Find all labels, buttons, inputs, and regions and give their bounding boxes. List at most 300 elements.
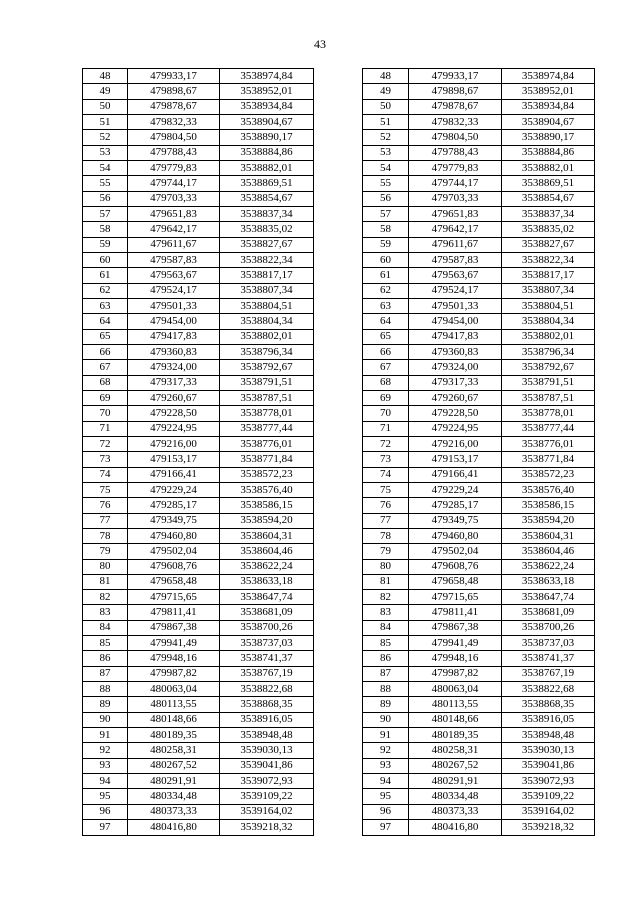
y-coordinate-cell: 3538822,34 [220,252,314,267]
table-row [83,528,314,543]
point-number-cell: 49 [83,84,128,99]
x-coordinate-cell: 479933,17 [128,69,220,84]
table-row [83,283,314,298]
y-coordinate-cell: 3538882,01 [502,160,595,175]
point-number-cell: 59 [83,237,128,252]
y-coordinate-cell: 3538792,67 [502,360,595,375]
x-coordinate-cell: 479608,76 [128,559,220,574]
table-row [83,498,314,513]
table-row [363,498,595,513]
point-number-cell: 76 [363,498,409,513]
x-coordinate-cell: 479779,83 [128,160,220,175]
table-row [363,421,595,436]
coordinate-table-left [82,68,314,836]
x-coordinate-cell: 479502,04 [128,544,220,559]
y-coordinate-cell: 3539109,22 [220,789,314,804]
y-coordinate-cell: 3538822,68 [220,682,314,697]
x-coordinate-cell: 479501,33 [409,298,502,313]
y-coordinate-cell: 3538604,46 [502,544,595,559]
point-number-cell: 84 [363,620,409,635]
point-number-cell: 71 [83,421,128,436]
table-row [83,789,314,804]
y-coordinate-cell: 3538822,68 [502,682,595,697]
y-coordinate-cell: 3538604,31 [502,528,595,543]
table-row [83,743,314,758]
point-number-cell: 63 [363,298,409,313]
y-coordinate-cell: 3538576,40 [502,482,595,497]
table-row [363,298,595,313]
x-coordinate-cell: 479788,43 [128,145,220,160]
x-coordinate-cell: 480113,55 [409,697,502,712]
table-row [363,222,595,237]
y-coordinate-cell: 3538622,24 [220,559,314,574]
point-number-cell: 54 [363,160,409,175]
point-number-cell: 72 [83,436,128,451]
y-coordinate-cell: 3538586,15 [502,498,595,513]
x-coordinate-cell: 479324,00 [128,360,220,375]
y-coordinate-cell: 3538884,86 [502,145,595,160]
y-coordinate-cell: 3538934,84 [220,99,314,114]
y-coordinate-cell: 3538804,34 [502,314,595,329]
table-row [363,130,595,145]
x-coordinate-cell: 479832,33 [128,114,220,129]
y-coordinate-cell: 3538576,40 [220,482,314,497]
y-coordinate-cell: 3538792,67 [220,360,314,375]
point-number-cell: 81 [363,574,409,589]
y-coordinate-cell: 3538777,44 [502,421,595,436]
y-coordinate-cell: 3538837,34 [502,206,595,221]
y-coordinate-cell: 3538916,05 [502,712,595,727]
x-coordinate-cell: 479228,50 [409,406,502,421]
table-row [83,222,314,237]
x-coordinate-cell: 479460,80 [128,528,220,543]
y-coordinate-cell: 3538741,37 [220,651,314,666]
point-number-cell: 79 [83,544,128,559]
table-row [363,697,595,712]
y-coordinate-cell: 3538854,67 [220,191,314,206]
x-coordinate-cell: 479417,83 [409,329,502,344]
x-coordinate-cell: 479260,67 [128,390,220,405]
x-coordinate-cell: 480148,66 [128,712,220,727]
x-coordinate-cell: 479228,50 [128,406,220,421]
table-row [363,804,595,819]
x-coordinate-cell: 479651,83 [409,206,502,221]
x-coordinate-cell: 479867,38 [409,620,502,635]
point-number-cell: 97 [363,820,409,836]
table-row [363,544,595,559]
point-number-cell: 53 [83,145,128,160]
x-coordinate-cell: 479779,83 [409,160,502,175]
table-row [363,651,595,666]
table-row [83,99,314,114]
x-coordinate-cell: 479948,16 [409,651,502,666]
table-gap [314,68,362,836]
y-coordinate-cell: 3538890,17 [502,130,595,145]
y-coordinate-cell: 3538804,34 [220,314,314,329]
x-coordinate-cell: 479832,33 [409,114,502,129]
table-row [83,590,314,605]
point-number-cell: 78 [83,528,128,543]
point-number-cell: 65 [83,329,128,344]
y-coordinate-cell: 3538737,03 [220,636,314,651]
y-coordinate-cell: 3538974,84 [220,69,314,84]
point-number-cell: 60 [83,252,128,267]
x-coordinate-cell: 479608,76 [409,559,502,574]
table-row [83,69,314,84]
y-coordinate-cell: 3539041,86 [502,758,595,773]
x-coordinate-cell: 479611,67 [409,237,502,252]
y-coordinate-cell: 3538804,51 [502,298,595,313]
x-coordinate-cell: 479651,83 [128,206,220,221]
table-row [83,314,314,329]
x-coordinate-cell: 479224,95 [128,421,220,436]
x-coordinate-cell: 479788,43 [409,145,502,160]
table-row [363,436,595,451]
table-row [363,406,595,421]
point-number-cell: 87 [83,666,128,681]
point-number-cell: 86 [83,651,128,666]
table-row [363,789,595,804]
point-number-cell: 66 [83,344,128,359]
table-row [363,467,595,482]
table-row [83,728,314,743]
point-number-cell: 69 [83,390,128,405]
point-number-cell: 48 [363,69,409,84]
table-row [363,605,595,620]
y-coordinate-cell: 3538817,17 [502,268,595,283]
x-coordinate-cell: 479987,82 [409,666,502,681]
point-number-cell: 68 [363,375,409,390]
point-number-cell: 81 [83,574,128,589]
x-coordinate-cell: 480291,91 [128,774,220,789]
y-coordinate-cell: 3538633,18 [220,574,314,589]
point-number-cell: 85 [363,636,409,651]
x-coordinate-cell: 479744,17 [128,176,220,191]
point-number-cell: 70 [363,406,409,421]
y-coordinate-cell: 3538778,01 [502,406,595,421]
table-row [363,774,595,789]
page-number: 43 [314,37,326,51]
y-coordinate-cell: 3538884,86 [220,145,314,160]
x-coordinate-cell: 479360,83 [409,344,502,359]
y-coordinate-cell: 3538633,18 [502,574,595,589]
y-coordinate-cell: 3538822,34 [502,252,595,267]
point-number-cell: 89 [83,697,128,712]
y-coordinate-cell: 3538807,34 [220,283,314,298]
table-row [83,758,314,773]
table-row [363,344,595,359]
x-coordinate-cell: 479715,65 [128,590,220,605]
point-number-cell: 88 [83,682,128,697]
y-coordinate-cell: 3538904,67 [220,114,314,129]
table-row [363,728,595,743]
point-number-cell: 91 [363,728,409,743]
table-row [83,574,314,589]
y-coordinate-cell: 3539072,93 [502,774,595,789]
y-coordinate-cell: 3538767,19 [502,666,595,681]
table-row [83,375,314,390]
table-row [83,513,314,528]
table-row [363,114,595,129]
y-coordinate-cell: 3538948,48 [502,728,595,743]
x-coordinate-cell: 479878,67 [409,99,502,114]
y-coordinate-cell: 3538622,24 [502,559,595,574]
y-coordinate-cell: 3538827,67 [220,237,314,252]
table-row [363,482,595,497]
x-coordinate-cell: 479166,41 [409,467,502,482]
x-coordinate-cell: 479216,00 [409,436,502,451]
x-coordinate-cell: 480189,35 [409,728,502,743]
table-row [83,421,314,436]
point-number-cell: 93 [83,758,128,773]
point-number-cell: 95 [83,789,128,804]
table-row [83,666,314,681]
y-coordinate-cell: 3538700,26 [502,620,595,635]
x-coordinate-cell: 479867,38 [128,620,220,635]
x-coordinate-cell: 479524,17 [128,283,220,298]
point-number-cell: 65 [363,329,409,344]
point-number-cell: 64 [83,314,128,329]
x-coordinate-cell: 480416,80 [128,820,220,836]
x-coordinate-cell: 479941,49 [409,636,502,651]
point-number-cell: 60 [363,252,409,267]
y-coordinate-cell: 3538802,01 [502,329,595,344]
x-coordinate-cell: 480189,35 [128,728,220,743]
table-row [363,513,595,528]
y-coordinate-cell: 3539041,86 [220,758,314,773]
point-number-cell: 92 [363,743,409,758]
y-coordinate-cell: 3538869,51 [502,176,595,191]
point-number-cell: 76 [83,498,128,513]
x-coordinate-cell: 479948,16 [128,651,220,666]
x-coordinate-cell: 479898,67 [128,84,220,99]
y-coordinate-cell: 3539030,13 [220,743,314,758]
x-coordinate-cell: 479324,00 [409,360,502,375]
table-row [363,712,595,727]
x-coordinate-cell: 480334,48 [409,789,502,804]
point-number-cell: 90 [363,712,409,727]
y-coordinate-cell: 3538681,09 [502,605,595,620]
point-number-cell: 83 [83,605,128,620]
y-coordinate-cell: 3538791,51 [502,375,595,390]
point-number-cell: 94 [363,774,409,789]
table-row [83,360,314,375]
y-coordinate-cell: 3538868,35 [502,697,595,712]
table-row [83,436,314,451]
y-coordinate-cell: 3538737,03 [502,636,595,651]
table-row [83,268,314,283]
y-coordinate-cell: 3539072,93 [220,774,314,789]
y-coordinate-cell: 3538572,23 [502,467,595,482]
table-row [83,467,314,482]
table-row [363,820,595,836]
x-coordinate-cell: 480267,52 [409,758,502,773]
y-coordinate-cell: 3538952,01 [502,84,595,99]
x-coordinate-cell: 479811,41 [128,605,220,620]
x-coordinate-cell: 479216,00 [128,436,220,451]
point-number-cell: 78 [363,528,409,543]
table-row [363,666,595,681]
point-number-cell: 59 [363,237,409,252]
table-row [363,206,595,221]
point-number-cell: 67 [83,360,128,375]
table-row [363,252,595,267]
point-number-cell: 82 [363,590,409,605]
table-row [83,636,314,651]
x-coordinate-cell: 479563,67 [128,268,220,283]
point-number-cell: 71 [363,421,409,436]
point-number-cell: 62 [83,283,128,298]
y-coordinate-cell: 3538572,23 [220,467,314,482]
x-coordinate-cell: 479898,67 [409,84,502,99]
x-coordinate-cell: 480148,66 [409,712,502,727]
point-number-cell: 88 [363,682,409,697]
point-number-cell: 56 [363,191,409,206]
table-row [363,176,595,191]
table-row [363,69,595,84]
table-row [83,620,314,635]
point-number-cell: 53 [363,145,409,160]
point-number-cell: 96 [363,804,409,819]
x-coordinate-cell: 479587,83 [128,252,220,267]
point-number-cell: 95 [363,789,409,804]
table-row [83,559,314,574]
table-row [363,590,595,605]
table-row [363,390,595,405]
table-row [83,130,314,145]
x-coordinate-cell: 480113,55 [128,697,220,712]
x-coordinate-cell: 479153,17 [128,452,220,467]
x-coordinate-cell: 479715,65 [409,590,502,605]
table-row [83,774,314,789]
y-coordinate-cell: 3538594,20 [502,513,595,528]
table-row [83,176,314,191]
x-coordinate-cell: 479317,33 [409,375,502,390]
point-number-cell: 58 [83,222,128,237]
x-coordinate-cell: 479260,67 [409,390,502,405]
point-number-cell: 75 [363,482,409,497]
point-number-cell: 82 [83,590,128,605]
table-row [363,191,595,206]
point-number-cell: 80 [83,559,128,574]
point-number-cell: 91 [83,728,128,743]
x-coordinate-cell: 479941,49 [128,636,220,651]
y-coordinate-cell: 3538948,48 [220,728,314,743]
y-coordinate-cell: 3538827,67 [502,237,595,252]
y-coordinate-cell: 3538854,67 [502,191,595,206]
x-coordinate-cell: 479933,17 [409,69,502,84]
y-coordinate-cell: 3538681,09 [220,605,314,620]
point-number-cell: 52 [83,130,128,145]
table-row [363,620,595,635]
table-row [363,283,595,298]
point-number-cell: 77 [363,513,409,528]
table-row [363,237,595,252]
table-row [363,268,595,283]
y-coordinate-cell: 3538776,01 [502,436,595,451]
point-number-cell: 72 [363,436,409,451]
table-row [363,314,595,329]
table-row [83,820,314,836]
table-row [83,697,314,712]
table-row [83,605,314,620]
x-coordinate-cell: 479744,17 [409,176,502,191]
point-number-cell: 50 [83,99,128,114]
table-row [363,84,595,99]
point-number-cell: 87 [363,666,409,681]
y-coordinate-cell: 3538974,84 [502,69,595,84]
x-coordinate-cell: 479224,95 [409,421,502,436]
y-coordinate-cell: 3538787,51 [220,390,314,405]
point-number-cell: 80 [363,559,409,574]
y-coordinate-cell: 3538890,17 [220,130,314,145]
point-number-cell: 74 [363,467,409,482]
point-number-cell: 61 [83,268,128,283]
table-row [83,344,314,359]
x-coordinate-cell: 480373,33 [128,804,220,819]
x-coordinate-cell: 479166,41 [128,467,220,482]
y-coordinate-cell: 3538778,01 [220,406,314,421]
point-number-cell: 57 [83,206,128,221]
point-number-cell: 79 [363,544,409,559]
table-row [363,145,595,160]
point-number-cell: 70 [83,406,128,421]
table-row [83,252,314,267]
table-row [363,452,595,467]
x-coordinate-cell: 480258,31 [409,743,502,758]
coordinate-tables [82,68,593,836]
x-coordinate-cell: 480416,80 [409,820,502,836]
x-coordinate-cell: 479804,50 [128,130,220,145]
x-coordinate-cell: 479153,17 [409,452,502,467]
y-coordinate-cell: 3539164,02 [220,804,314,819]
x-coordinate-cell: 479811,41 [409,605,502,620]
x-coordinate-cell: 479658,48 [128,574,220,589]
y-coordinate-cell: 3538787,51 [502,390,595,405]
y-coordinate-cell: 3539218,32 [220,820,314,836]
y-coordinate-cell: 3538777,44 [220,421,314,436]
table-row [363,758,595,773]
x-coordinate-cell: 480373,33 [409,804,502,819]
x-coordinate-cell: 479987,82 [128,666,220,681]
point-number-cell: 86 [363,651,409,666]
point-number-cell: 89 [363,697,409,712]
point-number-cell: 63 [83,298,128,313]
x-coordinate-cell: 479524,17 [409,283,502,298]
table-row [83,206,314,221]
point-number-cell: 93 [363,758,409,773]
table-row [83,329,314,344]
point-number-cell: 54 [83,160,128,175]
x-coordinate-cell: 479804,50 [409,130,502,145]
table-row [83,406,314,421]
point-number-cell: 64 [363,314,409,329]
y-coordinate-cell: 3538796,34 [502,344,595,359]
x-coordinate-cell: 479229,24 [409,482,502,497]
y-coordinate-cell: 3538771,84 [502,452,595,467]
x-coordinate-cell: 479460,80 [409,528,502,543]
x-coordinate-cell: 479563,67 [409,268,502,283]
point-number-cell: 73 [363,452,409,467]
y-coordinate-cell: 3539109,22 [502,789,595,804]
point-number-cell: 50 [363,99,409,114]
x-coordinate-cell: 479229,24 [128,482,220,497]
x-coordinate-cell: 479587,83 [409,252,502,267]
x-coordinate-cell: 479658,48 [409,574,502,589]
x-coordinate-cell: 479360,83 [128,344,220,359]
table-row [363,160,595,175]
y-coordinate-cell: 3538904,67 [502,114,595,129]
